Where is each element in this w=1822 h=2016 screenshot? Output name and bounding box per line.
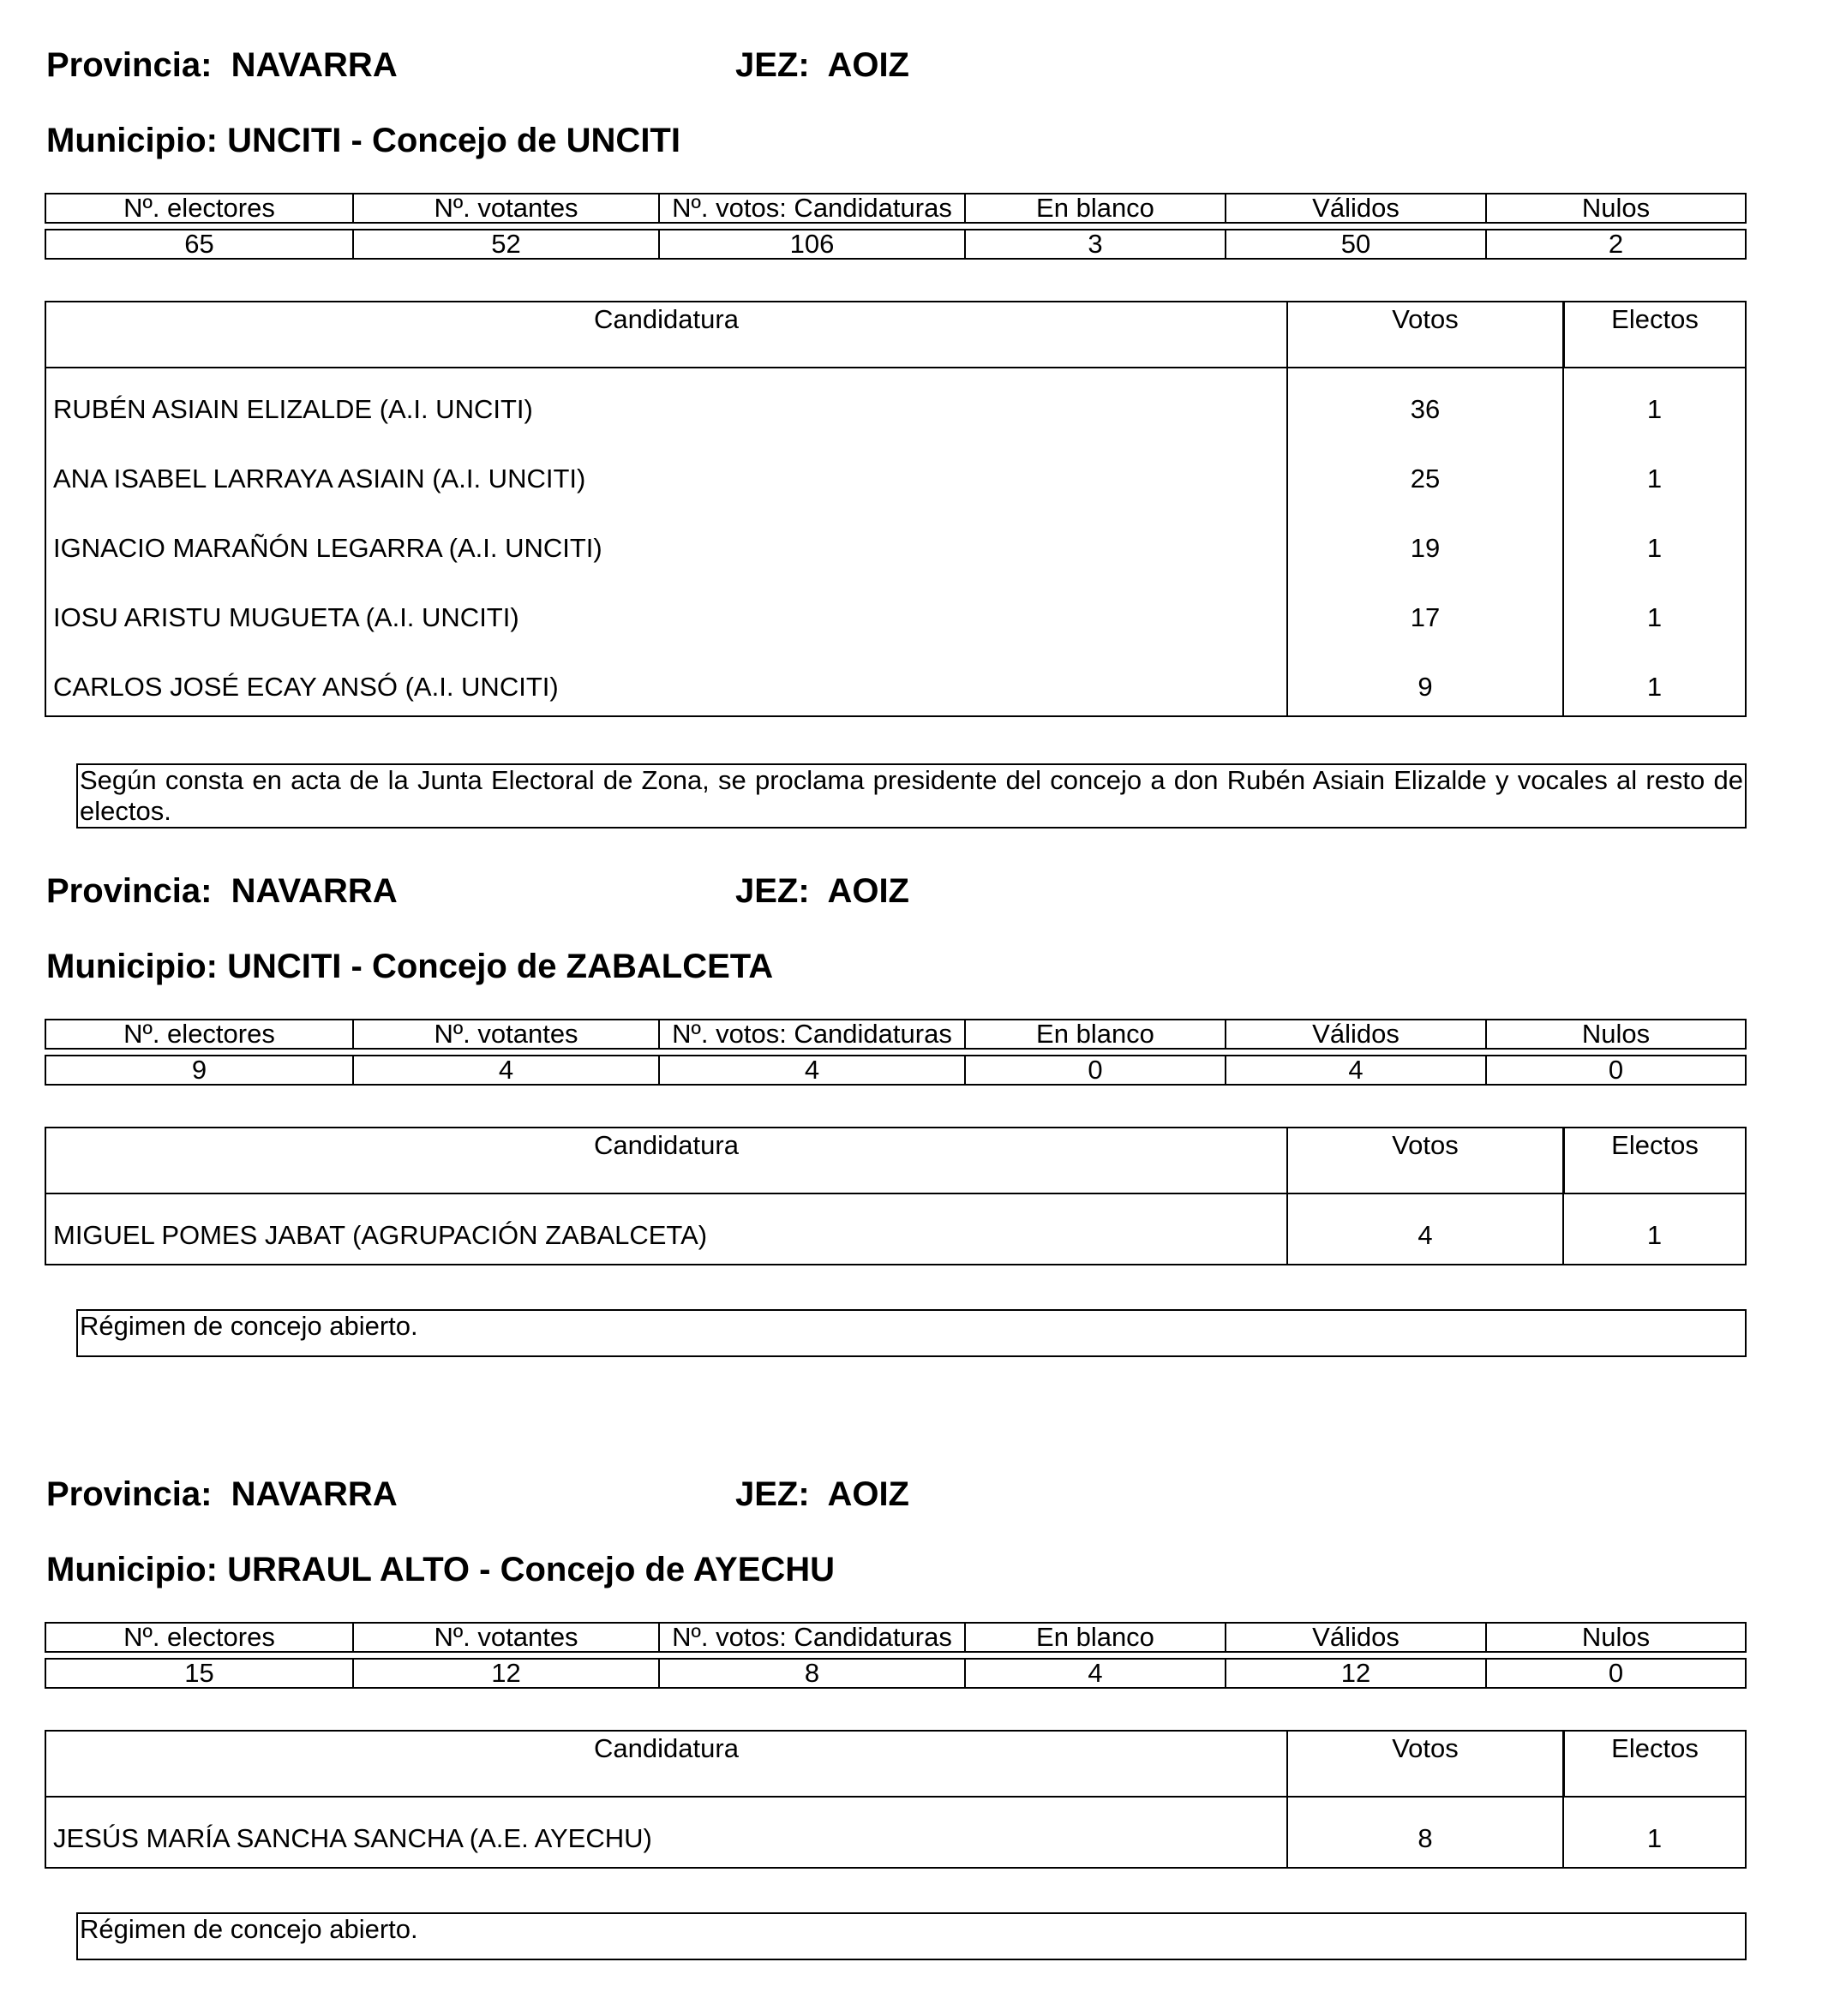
header-electos: Electos [1562,302,1745,367]
jez-value: AOIZ [827,872,909,910]
provincia-value: NAVARRA [231,46,398,84]
summary-value-row [45,1658,1747,1689]
value-votantes: 12 [352,1660,658,1687]
header-votantes: Nº. votantes [352,1020,658,1048]
candidates-table [45,1127,1747,1265]
municipio-label: Municipio: [46,122,218,159]
candidate-votos: 9 [1286,646,1562,715]
header-nulos: Nulos [1485,1020,1745,1048]
value-nulos: 0 [1485,1660,1745,1687]
header-validos: Válidos [1225,1020,1485,1048]
header-electos: Electos [1562,1732,1745,1796]
header-votos-candidaturas: Nº. votos: Candidaturas [658,194,964,222]
municipio-label: Municipio: [46,1551,218,1588]
candidate-row [46,1798,1745,1867]
candidate-name: ANA ISABEL LARRAYA ASIAIN (A.I. UNCITI) [53,464,586,494]
value-en-blanco: 4 [964,1660,1225,1687]
header-votantes: Nº. votantes [352,1624,658,1651]
candidate-row [46,646,1745,715]
summary-value-row [45,229,1747,260]
header-nulos: Nulos [1485,1624,1745,1651]
candidate-name: CARLOS JOSÉ ECAY ANSÓ (A.I. UNCITI) [53,672,559,702]
candidate-votos: 8 [1286,1798,1562,1867]
candidate-electos: 1 [1562,577,1745,646]
municipio-value: URRAUL ALTO - Concejo de AYECHU [227,1551,836,1588]
value-votos-candidaturas: 8 [658,1660,964,1687]
value-nulos: 2 [1485,230,1745,258]
candidate-row [46,577,1745,646]
candidate-electos: 1 [1562,1798,1745,1867]
value-votantes: 4 [352,1056,658,1084]
provincia-value: NAVARRA [231,872,398,910]
value-validos: 50 [1225,230,1485,258]
header-candidatura: Candidatura [594,304,739,334]
value-en-blanco: 3 [964,230,1225,258]
header-candidatura: Candidatura [594,1130,739,1160]
header-electos: Electos [1562,1128,1745,1193]
candidate-electos: 1 [1562,368,1745,438]
municipio-line [46,1549,835,1590]
summary-table [45,193,1747,260]
summary-table [45,1019,1747,1086]
header-votantes: Nº. votantes [352,194,658,222]
candidate-votos: 19 [1286,507,1562,577]
header-votos: Votos [1286,302,1562,367]
candidates-table [45,1730,1747,1869]
value-validos: 4 [1225,1056,1485,1084]
header-en-blanco: En blanco [964,1624,1225,1651]
candidate-name: JESÚS MARÍA SANCHA SANCHA (A.E. AYECHU) [53,1823,652,1853]
header-validos: Válidos [1225,1624,1485,1651]
candidate-electos: 1 [1562,1194,1745,1264]
provincia-line [46,1474,398,1515]
candidate-row [46,368,1745,438]
provincia-label: Provincia: [46,872,213,910]
jez-line [735,1474,909,1515]
value-nulos: 0 [1485,1056,1745,1084]
candidate-votos: 36 [1286,368,1562,438]
candidates-header-row [46,1732,1745,1798]
candidate-row [46,507,1745,577]
jez-line [735,870,909,912]
municipio-value: UNCITI - Concejo de ZABALCETA [227,948,774,985]
provincia-label: Provincia: [46,1475,213,1513]
header-votos: Votos [1286,1128,1562,1193]
candidate-votos: 4 [1286,1194,1562,1264]
value-electores: 65 [184,230,214,258]
candidate-electos: 1 [1562,438,1745,507]
provincia-value: NAVARRA [231,1475,398,1513]
candidate-name: MIGUEL POMES JABAT (AGRUPACIÓN ZABALCETA) [53,1220,708,1250]
candidate-votos: 25 [1286,438,1562,507]
candidate-row [46,1194,1745,1264]
municipio-value: UNCITI - Concejo de UNCITI [227,122,680,159]
value-votos-candidaturas: 4 [658,1056,964,1084]
summary-value-row [45,1055,1747,1086]
jez-value: AOIZ [827,1475,909,1513]
note-box: Régimen de concejo abierto. [76,1309,1747,1357]
candidate-name: IGNACIO MARAÑÓN LEGARRA (A.I. UNCITI) [53,533,602,563]
header-electores: Nº. electores [123,1624,275,1651]
value-en-blanco: 0 [964,1056,1225,1084]
summary-header-row [45,1019,1747,1050]
header-en-blanco: En blanco [964,1020,1225,1048]
jez-line [735,45,909,86]
candidate-name: IOSU ARISTU MUGUETA (A.I. UNCITI) [53,602,519,632]
header-votos: Votos [1286,1732,1562,1796]
provincia-line [46,870,398,912]
jez-label: JEZ: [735,1475,810,1513]
value-votos-candidaturas: 106 [658,230,964,258]
provincia-label: Provincia: [46,46,213,84]
header-votos-candidaturas: Nº. votos: Candidaturas [658,1624,964,1651]
header-validos: Válidos [1225,194,1485,222]
candidate-electos: 1 [1562,507,1745,577]
header-electores: Nº. electores [123,1020,275,1048]
header-electores: Nº. electores [123,194,275,222]
summary-header-row [45,193,1747,224]
candidate-electos: 1 [1562,646,1745,715]
jez-label: JEZ: [735,46,810,84]
municipio-line [46,946,773,987]
candidate-votos: 17 [1286,577,1562,646]
summary-header-row [45,1622,1747,1653]
municipio-line [46,120,680,161]
municipio-label: Municipio: [46,948,218,985]
header-nulos: Nulos [1485,194,1745,222]
candidates-table [45,301,1747,717]
candidate-row [46,438,1745,507]
value-electores: 9 [191,1056,207,1084]
candidate-name: RUBÉN ASIAIN ELIZALDE (A.I. UNCITI) [53,394,533,424]
provincia-line [46,45,398,86]
header-en-blanco: En blanco [964,194,1225,222]
jez-label: JEZ: [735,872,810,910]
value-electores: 15 [184,1660,214,1687]
note-box: Según consta en acta de la Junta Electoral de Zona, se proclama presidente del concejo a don Rubén Asiain Elizalde y vocales al resto de electos. [76,763,1747,829]
value-votantes: 52 [352,230,658,258]
candidates-header-row [46,1128,1745,1194]
value-validos: 12 [1225,1660,1485,1687]
note-box: Régimen de concejo abierto. [76,1912,1747,1960]
header-candidatura: Candidatura [594,1733,739,1763]
header-votos-candidaturas: Nº. votos: Candidaturas [658,1020,964,1048]
summary-table [45,1622,1747,1689]
candidates-header-row [46,302,1745,368]
jez-value: AOIZ [827,46,909,84]
